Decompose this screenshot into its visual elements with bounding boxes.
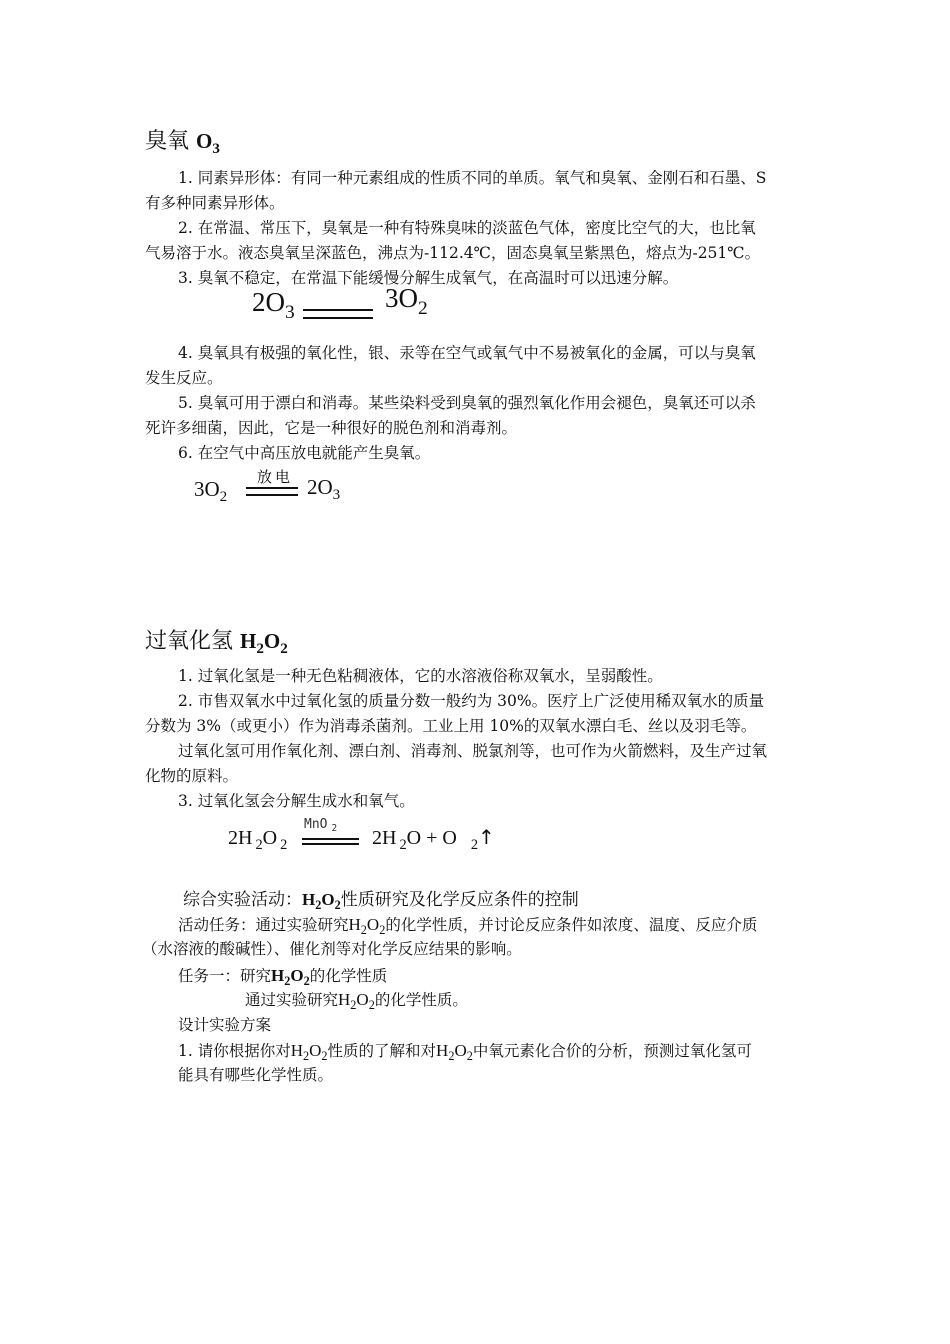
ozone-paragraph-5a: 5. 臭氧可用于漂白和消毒。某些染料受到臭氧的强烈氧化作用会褪色，臭氧还可以杀 (178, 394, 756, 412)
peroxide-heading (145, 624, 288, 658)
peroxide-paragraph-2a: 2. 市售双氧水中过氧化氢的质量分数一般约为 30%。医疗上广泛使用稀双氧水的质量 (178, 692, 765, 710)
eq2-bar-top (246, 487, 298, 489)
ozone-paragraph-4a: 4. 臭氧具有极强的氧化性，银、汞等在空气或氧气中不易被氧化的金属，可以与臭氧 (178, 344, 756, 362)
ozone-heading (145, 124, 220, 158)
eq3-condition: MnO $_2$ (304, 817, 338, 835)
activity-title: 综合实验活动：$H_2O_2$性质研究及化学反应条件的控制 (183, 890, 579, 913)
eq3-bar-top (302, 838, 359, 840)
peroxide-formula: $H_2O_2$ (240, 629, 288, 658)
peroxide-equation-left: 2H $_2$O $_2$ (228, 827, 288, 854)
ozone-paragraph-6: 6. 在空气中高压放电就能产生臭氧。 (178, 444, 431, 462)
eq2-condition: 放电 (257, 468, 294, 486)
ozone-formation-equation-right: $2O_3$ (307, 475, 341, 504)
ozone-paragraph-1b: 有多种同素异形体。 (145, 194, 285, 212)
eq3-bar-bottom (302, 843, 359, 845)
ozone-paragraph-1a: 1. 同素异形体：有同一种元素组成的性质不同的单质。氧气和臭氧、金刚石和石墨、S (178, 169, 767, 187)
ozone-formation-equation-left: $3O_2$ (194, 477, 228, 506)
ozone-paragraph-5b: 死许多细菌，因此，它是一种很好的脱色剂和消毒剂。 (145, 419, 518, 437)
peroxide-paragraph-3: 3. 过氧化氢会分解生成水和氧气。 (178, 792, 415, 810)
ozone-paragraph-2b: 气易溶于水。液态臭氧呈深蓝色，沸点为-112.4℃，固态臭氧呈紫黑色，熔点为-251℃。 (145, 244, 761, 262)
eq2-bar-bottom (246, 494, 298, 496)
gas-up-arrow: ↑ (478, 825, 495, 849)
question-1-line-1: 1. 请你根据你对$H_2O_2$性质的了解和对$H_2O_2$中氧元素化合价的分析，预测过氧化氢可 (178, 1041, 752, 1064)
eq1-bar-bottom (303, 317, 373, 319)
peroxide-equation-right: 2H $_2$O + O $_2$↑ (372, 825, 495, 854)
design-plan-heading: 设计实验方案 (178, 1016, 272, 1034)
eq1-bar-top (303, 309, 373, 311)
task-one-description: 通过实验研究$H_2O_2$的化学性质。 (245, 990, 468, 1013)
activity-task-line-2: （水溶液的酸碱性）、催化剂等对化学反应结果的影响。 (142, 940, 522, 958)
ozone-paragraph-3: 3. 臭氧不稳定，在常温下能缓慢分解生成氧气，在高温时可以迅速分解。 (178, 269, 679, 287)
ozone-decomposition-equation (252, 287, 295, 323)
ozone-paragraph-2a: 2. 在常温、常压下，臭氧是一种有特殊臭味的淡蓝色气体，密度比空气的大，也比氧 (178, 219, 756, 237)
activity-task-line-1: 活动任务：通过实验研究$H_2O_2$的化学性质，并讨论反应条件如浓度、温度、反应介质 (178, 915, 758, 938)
task-one-title: 任务一：研究$H_2O_2$的化学性质 (178, 966, 388, 989)
ozone-heading-text: 臭氧 (145, 129, 190, 154)
peroxide-paragraph-2d: 化物的原料。 (145, 767, 239, 785)
question-1-line-2: 能具有哪些化学性质。 (178, 1066, 334, 1084)
peroxide-paragraph-2c: 过氧化氢可用作氧化剂、漂白剂、消毒剂、脱氯剂等，也可作为火箭燃料，及生产过氧 (178, 742, 768, 760)
peroxide-paragraph-1: 1. 过氧化氢是一种无色粘稠液体，它的水溶液俗称双氧水，呈弱酸性。 (178, 667, 663, 685)
eq1-left: $2O_3$ (252, 287, 295, 323)
ozone-paragraph-4b: 发生反应。 (145, 369, 223, 387)
ozone-formula: $O_3$ (196, 129, 220, 158)
peroxide-paragraph-2b: 分数为 3%（或更小）作为消毒杀菌剂。工业上用 10%的双氧水漂白毛、丝以及羽毛等。 (145, 717, 757, 735)
eq1-right: $3O_2$ (385, 283, 428, 319)
peroxide-heading-text: 过氧化氢 (145, 629, 234, 654)
